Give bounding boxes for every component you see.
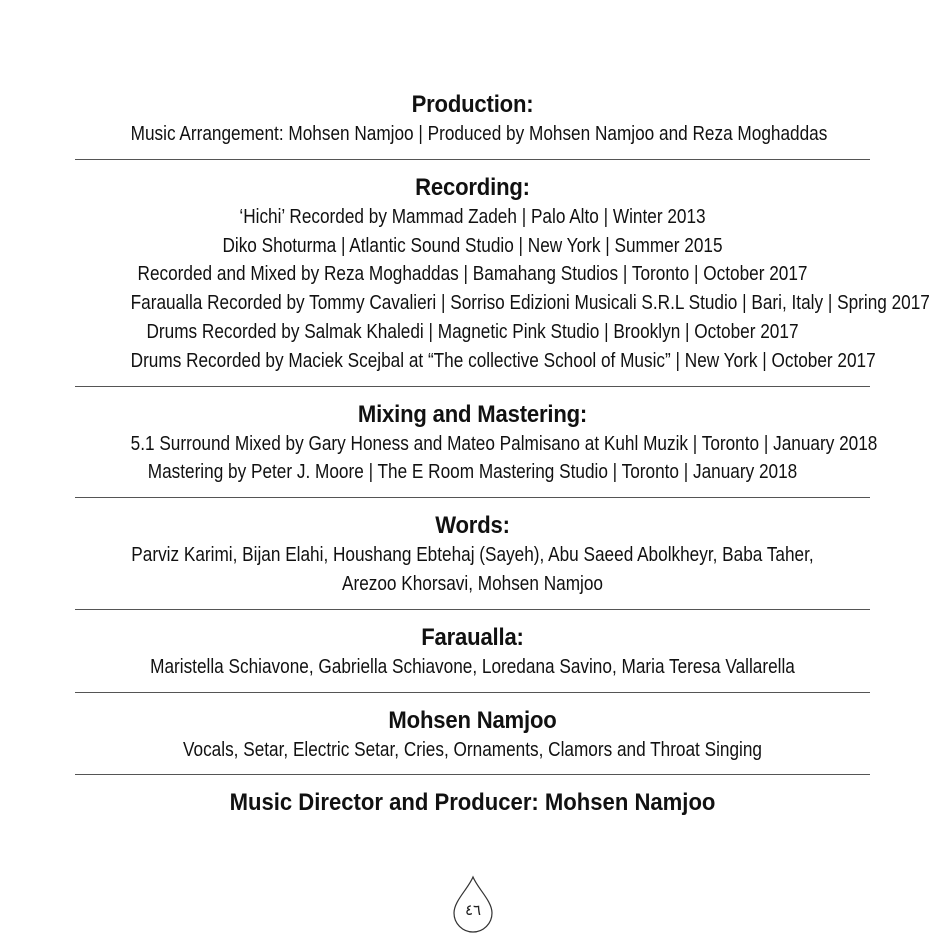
credit-line: Parviz Karimi, Bijan Elahi, Houshang Ebtehaj (Sayeh), Abu Saeed Abolkheyr, Baba Taher, [131, 544, 814, 567]
section-production [75, 90, 870, 149]
divider [75, 497, 870, 498]
section-words [75, 511, 870, 599]
divider [75, 692, 870, 693]
divider [75, 774, 870, 775]
credit-line: Recorded and Mixed by Reza Moghaddas | Bamahang Studios | Toronto | October 2017 [137, 263, 808, 286]
credit-line: Mastering by Peter J. Moore | The E Room Mastering Studio | Toronto | January 2018 [147, 461, 798, 484]
credit-line: Diko Shoturma | Atlantic Sound Studio | New York | Summer 2015 [222, 234, 723, 257]
section-heading: Recording: [415, 173, 530, 201]
credit-line: Vocals, Setar, Electric Setar, Cries, Ornaments, Clamors and Throat Singing [182, 738, 762, 761]
page-number-badge [452, 875, 494, 933]
credits-page [75, 90, 930, 818]
section-heading: Production: [411, 91, 534, 118]
credit-line: Drums Recorded by Maciek Scejbal at “The collective School of Music” | New York | October 2017 [130, 349, 876, 372]
credit-line: Drums Recorded by Salmak Khaledi | Magnetic Pink Studio | Brooklyn | October 2017 [146, 320, 799, 343]
credit-line: Music Arrangement: Mohsen Namjoo | Produced by Mohsen Namjoo and Reza Moghaddas [130, 123, 828, 145]
section-recording [75, 173, 930, 376]
section-mixing-mastering [75, 400, 878, 488]
credit-line: 5.1 Surround Mixed by Gary Honess and Mateo Palmisano at Kuhl Muzik | Toronto | January 2018 [130, 432, 878, 455]
divider [75, 386, 870, 387]
credit-line: Faraualla Recorded by Tommy Cavalieri | Sorriso Edizioni Musicali S.R.L Studio | Bari, Italy | Spring 2017 [130, 292, 930, 315]
section-heading: Words: [435, 512, 510, 540]
page-number: ٤٦ [464, 901, 482, 919]
credit-line: Arezoo Khorsavi, Mohsen Namjoo [341, 572, 603, 595]
credit-line: ‘Hichi’ Recorded by Mammad Zadeh | Palo Alto | Winter 2013 [239, 205, 706, 228]
section-heading: Faraualla: [421, 623, 524, 651]
section-heading: Mohsen Namjoo [388, 706, 557, 734]
section-mohsen-namjoo [75, 706, 870, 765]
music-director-heading: Music Director and Producer: Mohsen Namjoo [229, 789, 716, 817]
section-faraualla [75, 623, 870, 682]
divider [75, 609, 870, 610]
credit-line: Maristella Schiavone, Gabriella Schiavone, Loredana Savino, Maria Teresa Vallarella [150, 655, 795, 678]
section-heading: Mixing and Mastering: [357, 400, 588, 428]
divider [75, 159, 870, 160]
